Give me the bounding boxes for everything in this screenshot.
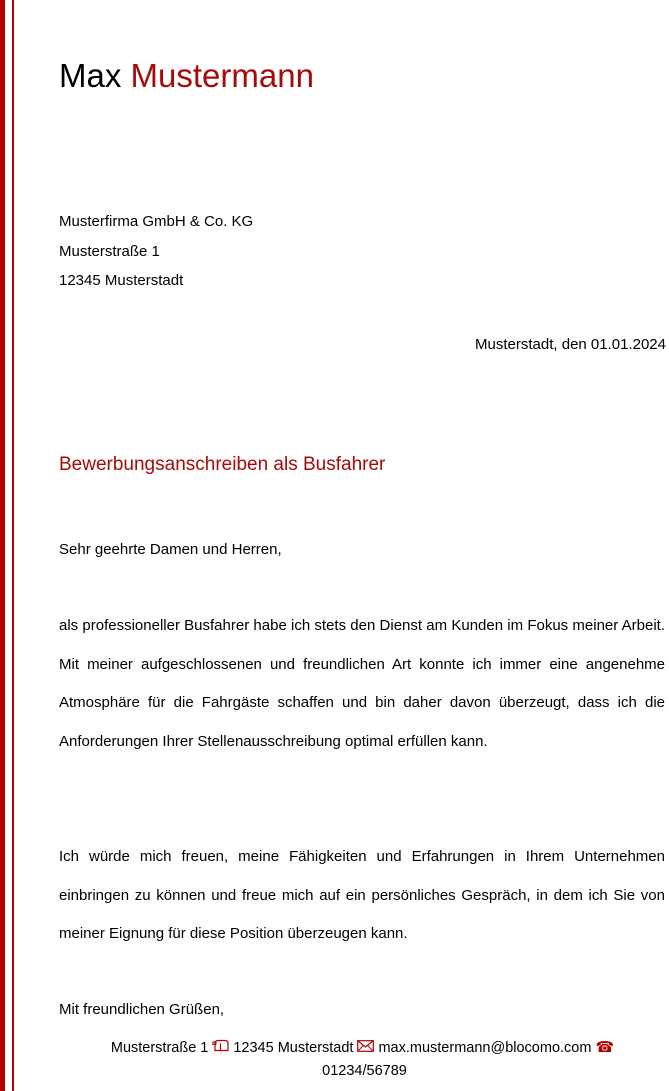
decorative-bar-thin	[12, 0, 14, 1091]
decorative-bar-thick	[0, 0, 5, 1091]
letter-subject: Bewerbungsanschreiben als Busfahrer	[59, 454, 386, 475]
recipient-city: 12345 Musterstadt	[59, 272, 184, 289]
footer-contact	[60, 1036, 669, 1083]
envelope-icon	[357, 1037, 374, 1060]
footer-phone: 01234/56789	[322, 1063, 407, 1079]
closing: Mit freundlichen Grüßen,	[59, 1001, 225, 1018]
sender-name	[59, 54, 314, 98]
recipient-street: Musterstraße 1	[59, 242, 160, 260]
letter-date: Musterstadt, den 01.01.2024	[475, 336, 666, 353]
mailbox-icon	[212, 1037, 229, 1060]
footer-email: max.mustermann@blocomo.com	[378, 1040, 592, 1056]
recipient-company: Musterfirma GmbH & Co. KG	[59, 213, 254, 230]
footer-city: 12345 Musterstadt	[233, 1040, 354, 1056]
sender-first-name: Max	[59, 57, 122, 94]
body-paragraph-2: Ich würde mich freuen, meine Fähigkeiten und Erfahrungen in Ihrem Unternehmen einbringen zu können und freue mich auf ein persönliches Gespräch, in dem ich Sie von meiner Eignung für diese Position überzeugen kann.	[59, 848, 665, 942]
body-paragraph-1: als professioneller Busfahrer habe ich stets den Dienst am Kunden im Fokus meiner Arbeit. Mit meiner aufgeschlossenen und freundlichen Art konnte ich immer eine angenehme Atmosphäre für die Fahrgäste schaffen und bin daher davon überzeugt, dass ich die Anforderungen Ihrer Stellenausschreibung optimal erfüllen kann.	[59, 617, 665, 750]
footer-street: Musterstraße 1	[110, 1040, 209, 1056]
salutation: Sehr geehrte Damen und Herren,	[59, 541, 282, 558]
recipient-address	[59, 207, 253, 296]
phone-icon: ☎	[595, 1039, 615, 1056]
sender-last-name: Mustermann	[130, 57, 314, 94]
